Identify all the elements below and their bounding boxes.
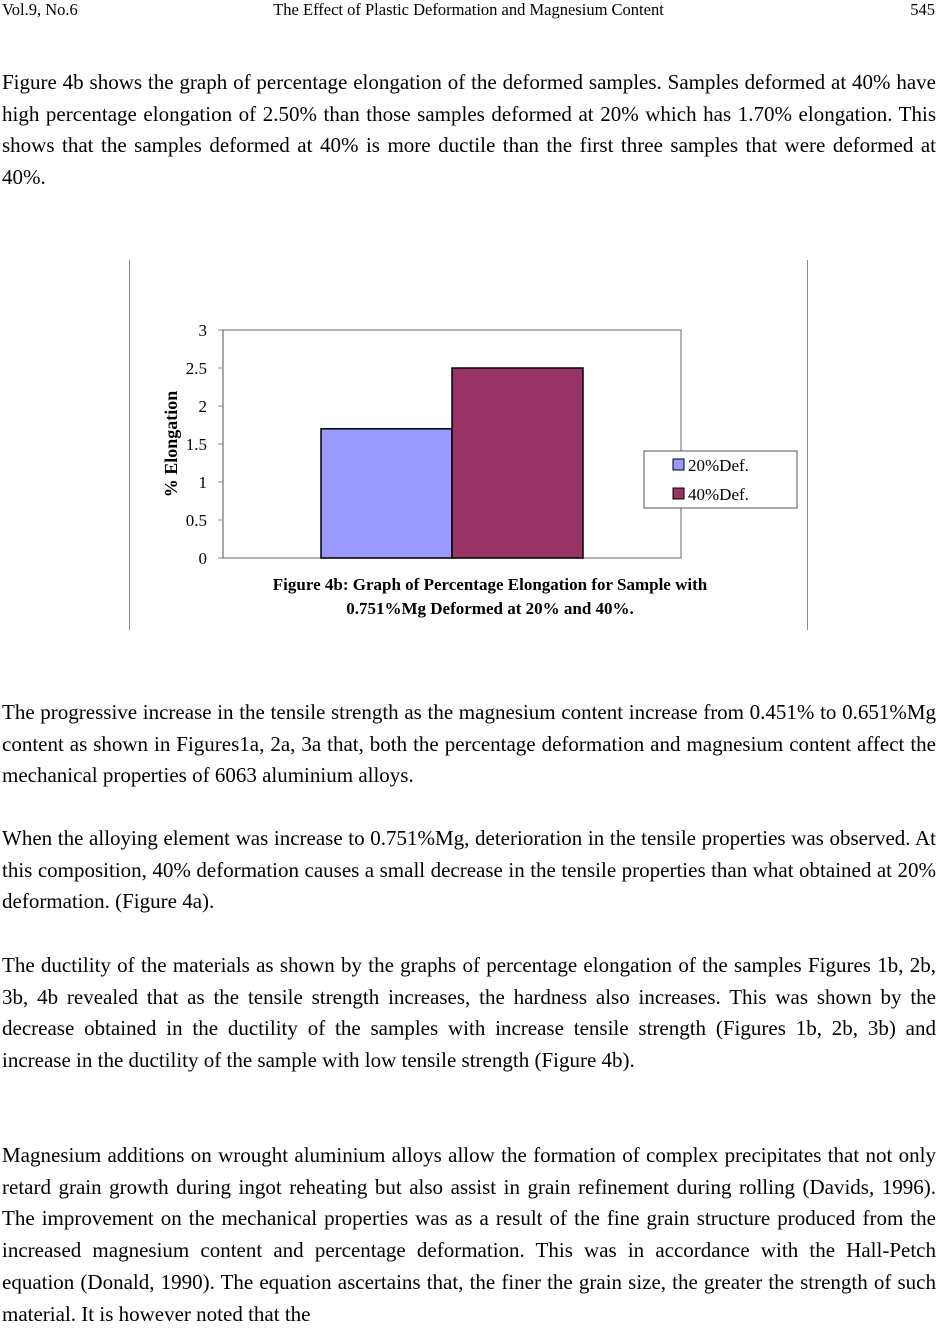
- y-tick-label: 0.5: [185, 511, 207, 530]
- y-tick-label: 2.5: [185, 359, 207, 378]
- paragraph-magnesium-additions: Magnesium additions on wrought aluminium alloys allow the formation of complex precipitates that not only retard grain growth during ingot reheating but also assist in grain refinement during rolling (Davids, 1996). The improvement on the mechanical properties was as a result of the fine grain structure produced from the increased magnesium content and percentage deformation. This was in accordance with the Hall-Petch equation (Donald, 1990). The equation ascertains that, the finer the grain size, the greater the strength of such material. It is however noted that the: [2, 1143, 936, 1326]
- y-tick-label: 3: [198, 321, 207, 340]
- legend-label: 20%Def.: [688, 456, 749, 475]
- paragraph-figure-4b-description: Figure 4b shows the graph of percentage elongation of the deformed samples. Samples deformed at 40% have high percentage elongation of 2.50% than those samples deformed at 20% which has 1.70% elongation. This shows that the samples deformed at 40% is more ductile than the first three samples that were deformed at 40%.: [2, 70, 936, 190]
- page-number: 545: [910, 0, 935, 19]
- legend-swatch: [673, 459, 684, 470]
- legend-label: 40%Def.: [688, 485, 749, 504]
- running-title: The Effect of Plastic Deformation and Magnesium Content: [273, 0, 664, 19]
- figure-caption-line-2: 0.751%Mg Deformed at 20% and 40%.: [346, 599, 634, 618]
- running-header: [2, 0, 935, 22]
- figure-left-border: [129, 260, 130, 630]
- paragraph-tensile-strength: The progressive increase in the tensile strength as the magnesium content increase from 0.451% to 0.651%Mg content as shown in Figures1a, 2a, 3a that, both the percentage deformation and magnesium content affect the mechanical properties of 6063 aluminium alloys.: [2, 700, 936, 788]
- bar-20-percent-def: [321, 429, 452, 558]
- figure-4b: [129, 258, 808, 630]
- bar-40-percent-def: [452, 368, 583, 558]
- y-tick-label: 2: [198, 397, 207, 416]
- y-tick-label: 0: [198, 549, 207, 568]
- y-axis-label: % Elongation: [161, 390, 181, 498]
- legend-swatch: [673, 488, 684, 499]
- y-tick-label: 1: [198, 473, 207, 492]
- y-tick-label: 1.5: [185, 435, 207, 454]
- elongation-bar-chart: [129, 258, 808, 630]
- figure-caption-line-1: Figure 4b: Graph of Percentage Elongation for Sample with: [272, 575, 708, 594]
- paragraph-ductility: The ductility of the materials as shown by the graphs of percentage elongation of the samples Figures 1b, 2b, 3b, 4b revealed that as the tensile strength increases, the hardness also increases. This was shown by the decrease obtained in the ductility of the samples with increase tensile strength (Figures 1b, 2b, 3b) and increase in the ductility of the sample with low tensile strength (Figure 4b).: [2, 953, 936, 1073]
- figure-right-border: [807, 260, 808, 630]
- journal-volume: Vol.9, No.6: [2, 0, 78, 19]
- paragraph-alloying-element: When the alloying element was increase to 0.751%Mg, deterioration in the tensile properties was observed. At this composition, 40% deformation causes a small decrease in the tensile properties than what obtained at 20% deformation. (Figure 4a).: [2, 826, 936, 914]
- legend: [644, 451, 797, 508]
